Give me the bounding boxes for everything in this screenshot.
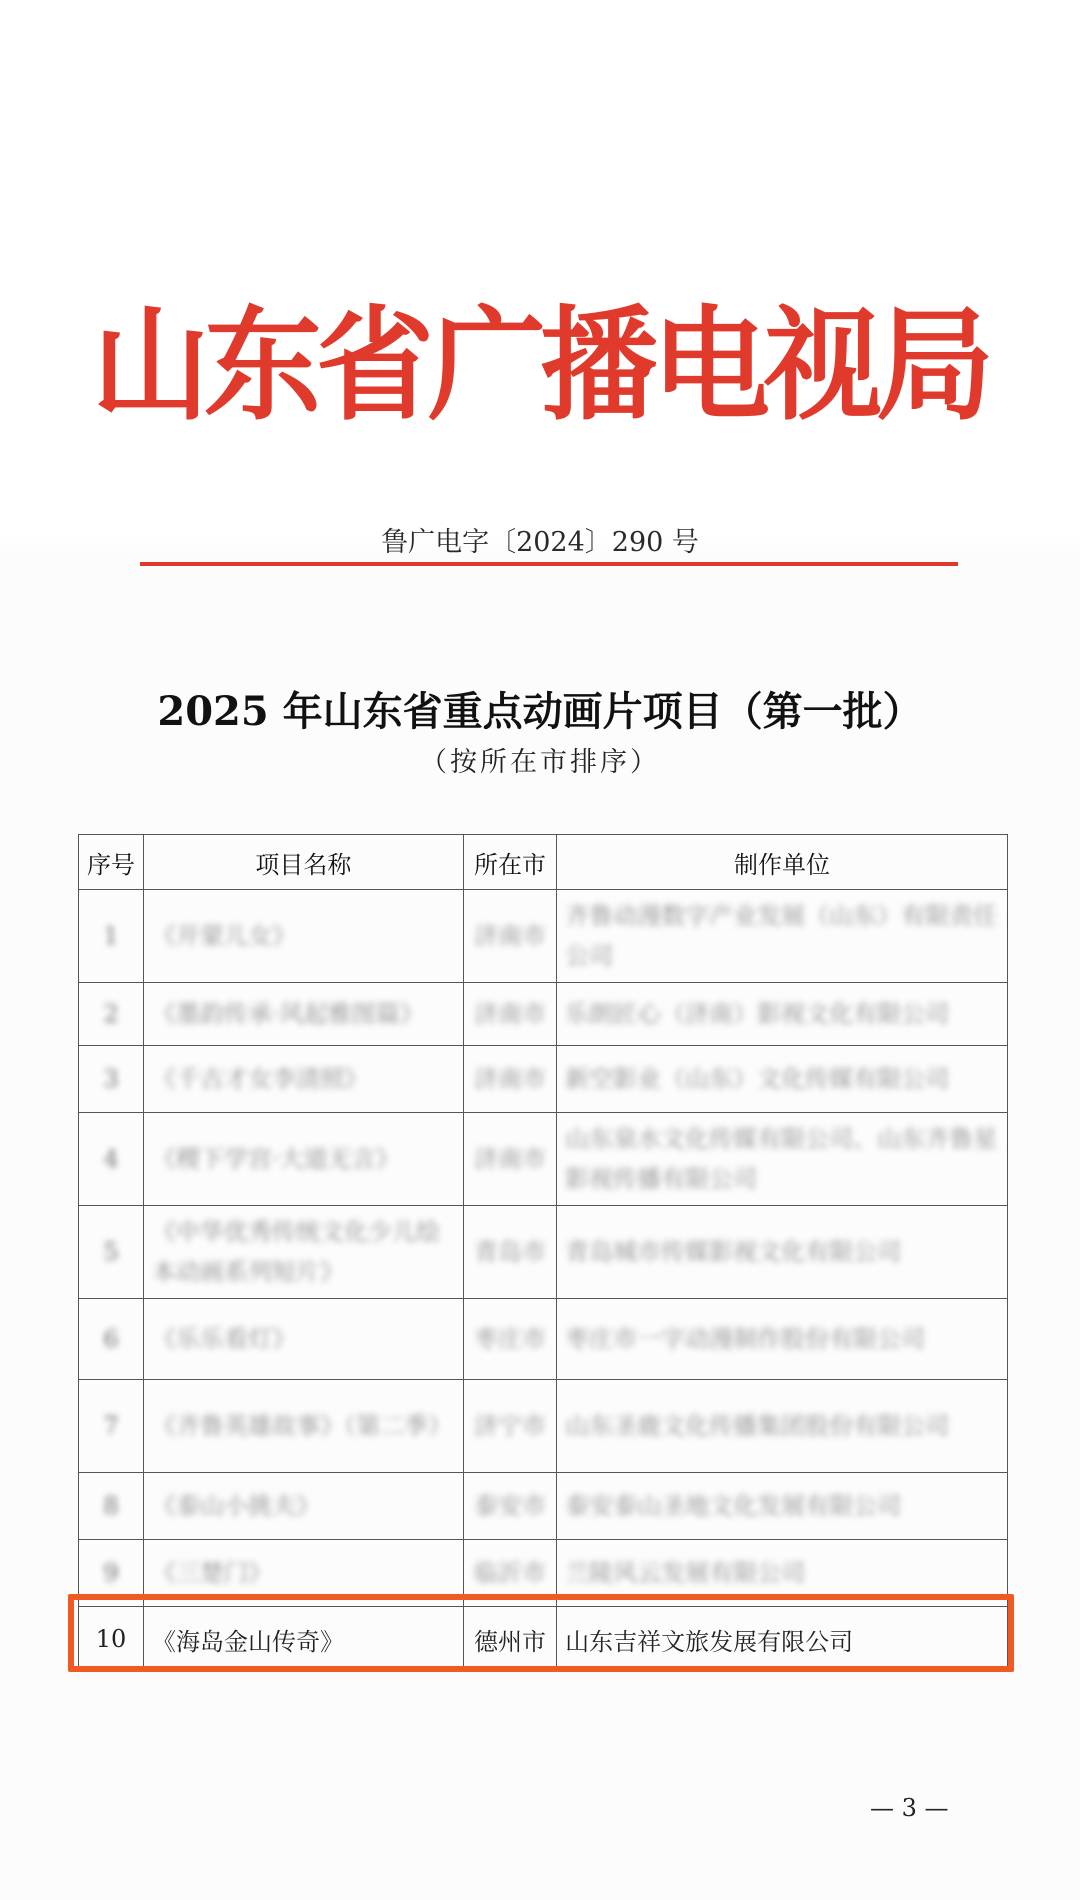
table-row [79, 1206, 1008, 1299]
row-city: 泰安市 [463, 1473, 556, 1540]
row-city: 枣庄市 [463, 1299, 556, 1380]
row-city: 济南市 [463, 890, 556, 983]
table-row [79, 890, 1008, 983]
header-city: 所在市 [463, 835, 556, 890]
row-project-name: 《稷下学宫·大道无言》 [144, 1113, 464, 1206]
row-city: 德州市 [463, 1607, 556, 1672]
header-serial-number: 序号 [79, 835, 144, 890]
table-body [79, 890, 1008, 1672]
row-serial-number: 7 [79, 1380, 144, 1473]
table-row [79, 1113, 1008, 1206]
table-header [79, 835, 1008, 890]
table-row [79, 1473, 1008, 1540]
page-number: — 3 — [870, 1794, 949, 1822]
table-header-row [79, 835, 1008, 890]
row-production-unit: 新空影业（山东）文化传媒有限公司 [557, 1046, 1008, 1113]
issuing-authority-title: 山东省广播电视局 [91, 293, 988, 438]
row-project-name: 《乐乐看灯》 [144, 1299, 464, 1380]
row-production-unit: 山东吉祥文旅发展有限公司 [557, 1607, 1008, 1672]
row-project-name: 《海岛金山传奇》 [144, 1607, 464, 1672]
row-city: 临沂市 [463, 1540, 556, 1607]
document-number: 鲁广电字〔2024〕290 号 [381, 527, 699, 558]
document-subtitle: （按所在市排序） [420, 747, 660, 778]
row-serial-number: 2 [79, 983, 144, 1046]
row-serial-number: 5 [79, 1206, 144, 1299]
row-project-name: 《开蒙儿女》 [144, 890, 464, 983]
row-city: 济南市 [463, 983, 556, 1046]
table-row [79, 1046, 1008, 1113]
row-project-name: 《泰山小挑夫》 [144, 1473, 464, 1540]
table-row [79, 1380, 1008, 1473]
table-row [79, 1299, 1008, 1380]
row-serial-number: 4 [79, 1113, 144, 1206]
row-city: 济南市 [463, 1046, 556, 1113]
row-serial-number: 6 [79, 1299, 144, 1380]
highlight-frame [68, 1594, 1014, 1672]
row-project-name: 《三楚门》 [144, 1540, 464, 1607]
row-serial-number: 3 [79, 1046, 144, 1113]
row-production-unit: 山东泉水文化传媒有限公司、山东齐鲁星影视传播有限公司 [557, 1113, 1008, 1206]
document-title: 2025 年山东省重点动画片项目（第一批） [157, 688, 923, 735]
row-city: 青岛市 [463, 1206, 556, 1299]
project-table [78, 834, 1008, 1672]
row-project-name: 《齐鲁英雄故事》（第二季） [144, 1380, 464, 1473]
row-production-unit: 枣庄市一字动漫制作股份有限公司 [557, 1299, 1008, 1380]
row-serial-number: 1 [79, 890, 144, 983]
row-production-unit: 青岛城市传媒影视文化有限公司 [557, 1206, 1008, 1299]
row-serial-number: 10 [79, 1607, 144, 1672]
row-production-unit: 兰陵风云发展有限公司 [557, 1540, 1008, 1607]
row-project-name: 《中华优秀传统文化少儿绘本动画系列短片》 [144, 1206, 464, 1299]
row-production-unit: 山东圣鹿文化传播集团股份有限公司 [557, 1380, 1008, 1473]
table-row [79, 983, 1008, 1046]
header-production-unit: 制作单位 [557, 835, 1008, 890]
row-production-unit: 齐鲁动漫数字产业发展（山东）有限责任公司 [557, 890, 1008, 983]
row-serial-number: 8 [79, 1473, 144, 1540]
red-divider-line [140, 562, 958, 566]
row-production-unit: 乐朗匠心（济南）影视文化有限公司 [557, 983, 1008, 1046]
row-production-unit: 泰安泰山圣地文化发展有限公司 [557, 1473, 1008, 1540]
header-project-name: 项目名称 [144, 835, 464, 890]
row-project-name: 《墨韵传承·风起雅图篇》 [144, 983, 464, 1046]
row-project-name: 《千古才女李清照》 [144, 1046, 464, 1113]
row-serial-number: 9 [79, 1540, 144, 1607]
row-city: 济南市 [463, 1113, 556, 1206]
row-city: 济宁市 [463, 1380, 556, 1473]
